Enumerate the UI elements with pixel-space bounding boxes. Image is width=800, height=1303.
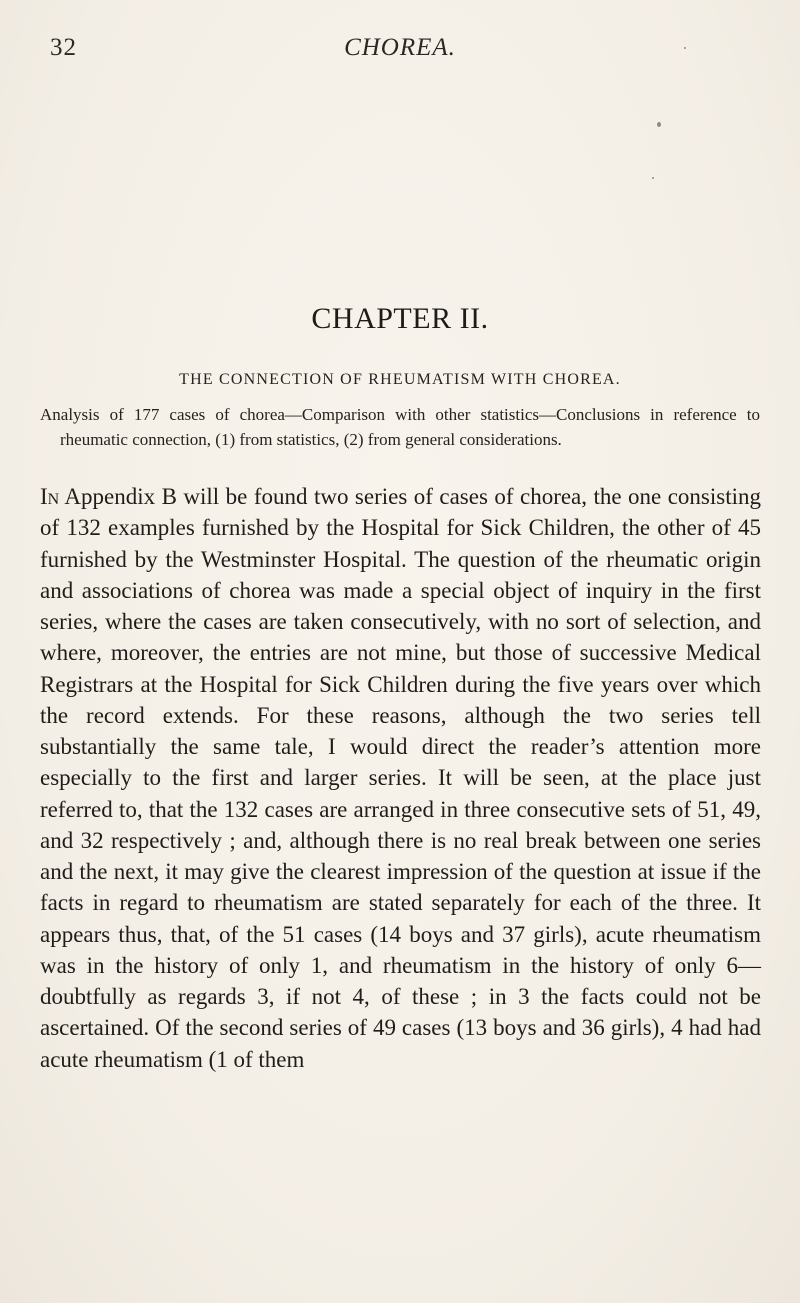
page-number: 32 [50,34,77,61]
chapter-synopsis [40,402,760,452]
page-speck [652,177,654,179]
running-title: CHOREA. [344,34,456,61]
running-head [50,34,750,74]
opening-word: In [40,484,60,509]
page-speck [684,47,686,49]
page-speck [657,122,661,127]
paragraph-text: Appendix B will be found two series of cases of chorea, the one consisting of 132 examples furnished by the Hospital for Sick Children, the other of 45 furnished by the Westminster Hospital. The question of the rheumatic origin and associations of chorea was made a special object of inquiry in the first series, where the cases are taken consecutively, with no sort of selection, and where, moreover, the entries are not mine, but those of successive Medical Registrars at the Hospital for Sick Children during the five years over which the record extends. For these reasons, although the two series tell substantially the same tale, I would direct the reader’s attention more especially to the first and larger series. It will be seen, at the place just referred to, that the 132 cases are arranged in three consecutive sets of 51, 49, and 32 respectively ; and, although there is no real break between one series and the next, it may give the clearest impression of the question at issue if the facts in regard to rheumatism are stated separately for each of the three. It appears thus, that, of the 51 cases (14 boys and 37 girls), acute rheumatism was in the history of only 1, and rheumatism in the history of only 6—doubtfully as regards 3, if not 4, of these ; in 3 the facts could not be ascertained. Of the second series of 49 cases (13 boys and 36 girls), 4 had had acute rheumatism (1 of them [40,484,761,1072]
body-text [40,481,761,1075]
synopsis-text: Analysis of 177 cases of chorea—Comparison with other statistics—Conclusions in reference to rheumatic connection, (1) from statistics, (2) from general considerations. [40,405,760,449]
chapter-heading: CHAPTER II. [311,302,489,335]
body-paragraph [40,481,761,1075]
chapter-subtitle: THE CONNECTION OF RHEUMATISM WITH CHOREA. [179,371,621,388]
